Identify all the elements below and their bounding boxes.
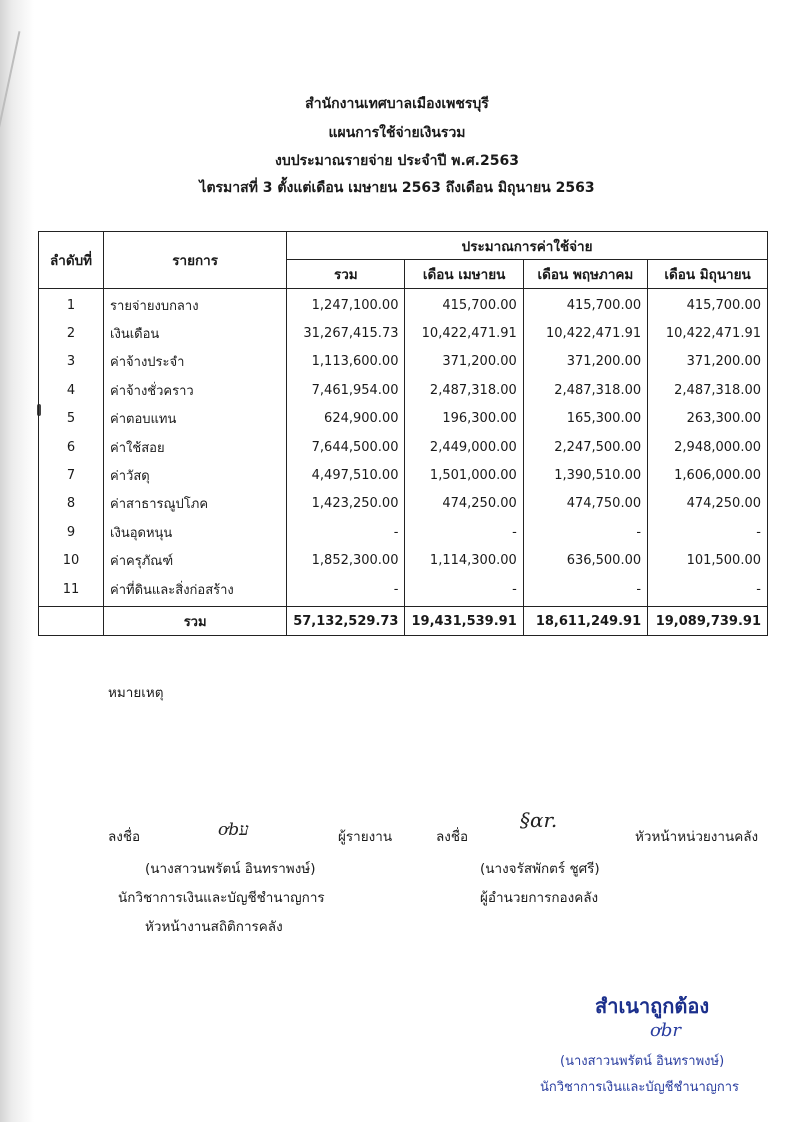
certified-copy-stamp: สำเนาถูกต้อง	[595, 994, 710, 1018]
row-april: 10,422,471.91	[405, 319, 523, 347]
row-april: 2,487,318.00	[405, 376, 523, 404]
row-may: 415,700.00	[523, 289, 647, 320]
row-june: 2,948,000.00	[648, 433, 768, 461]
col-header-april: เดือน เมษายน	[405, 260, 523, 289]
row-april: 371,200.00	[405, 348, 523, 376]
row-total: 7,461,954.00	[287, 376, 405, 404]
row-june: 2,487,318.00	[648, 376, 768, 404]
total-row	[39, 607, 768, 636]
table-row	[39, 575, 768, 607]
row-no: 1	[39, 289, 104, 320]
row-item: ค่าที่ดินและสิ่งก่อสร้าง	[104, 575, 287, 607]
row-item: เงินอุดหนุน	[104, 518, 287, 546]
table-row	[39, 518, 768, 546]
row-june: 415,700.00	[648, 289, 768, 320]
table-row	[39, 461, 768, 489]
right-name: (นางจรัสพักตร์ ชูศรี)	[480, 861, 600, 877]
row-no: 4	[39, 376, 104, 404]
row-may: 474,750.00	[523, 490, 647, 518]
header-quarter: ไตรมาสที่ 3 ตั้งแต่เดือน เมษายน 2563 ถึงเดือน มิถุนายน 2563	[199, 180, 595, 196]
left-position-2: หัวหน้างานสถิติการคลัง	[145, 919, 283, 935]
certified-copy-name: (นางสาวนพรัตน์ อินทราพงษ์)	[560, 1054, 725, 1069]
row-no: 9	[39, 518, 104, 546]
row-april: 415,700.00	[405, 289, 523, 320]
col-header-group: ประมาณการค่าใช้จ่าย	[287, 232, 768, 260]
table-row	[39, 433, 768, 461]
row-item: ค่าตอบแทน	[104, 405, 287, 433]
row-total: -	[287, 518, 405, 546]
right-sign-label: ลงชื่อ	[436, 829, 469, 845]
table-row	[39, 348, 768, 376]
row-total: 4,497,510.00	[287, 461, 405, 489]
total-row-june: 19,089,739.91	[648, 607, 768, 636]
row-june: 1,606,000.00	[648, 461, 768, 489]
col-header-item: รายการ	[104, 232, 287, 289]
table-row	[39, 490, 768, 518]
row-june: 10,422,471.91	[648, 319, 768, 347]
row-item: ค่าสาธารณูปโภค	[104, 490, 287, 518]
left-position-1: นักวิชาการเงินและบัญชีชำนาญการ	[118, 890, 325, 906]
left-signature: ơbע	[218, 820, 249, 840]
row-april: -	[405, 518, 523, 546]
row-may: 2,487,318.00	[523, 376, 647, 404]
row-item: รายจ่ายงบกลาง	[104, 289, 287, 320]
expense-plan-table	[38, 231, 768, 636]
table-row	[39, 376, 768, 404]
row-june: 474,250.00	[648, 490, 768, 518]
row-item: ค่าวัสดุ	[104, 461, 287, 489]
row-may: 1,390,510.00	[523, 461, 647, 489]
row-may: 371,200.00	[523, 348, 647, 376]
row-no: 8	[39, 490, 104, 518]
row-june: 101,500.00	[648, 547, 768, 575]
row-no: 11	[39, 575, 104, 607]
row-april: 1,114,300.00	[405, 547, 523, 575]
right-position: ผู้อำนวยการกองคลัง	[480, 890, 599, 906]
total-row-april: 19,431,539.91	[405, 607, 523, 636]
left-sign-label: ลงชื่อ	[108, 829, 141, 845]
col-header-june: เดือน มิถุนายน	[648, 260, 768, 289]
right-role: หัวหน้าหน่วยงานคลัง	[635, 829, 759, 845]
row-no: 3	[39, 348, 104, 376]
table-row	[39, 319, 768, 347]
row-may: 2,247,500.00	[523, 433, 647, 461]
row-no: 10	[39, 547, 104, 575]
header-office: สำนักงานเทศบาลเมืองเพชรบุรี	[305, 96, 489, 112]
row-may: 10,422,471.91	[523, 319, 647, 347]
left-name: (นางสาวนพรัตน์ อินทราพงษ์)	[145, 861, 316, 877]
col-header-total: รวม	[287, 260, 405, 289]
row-may: -	[523, 518, 647, 546]
table-row	[39, 405, 768, 433]
certified-copy-position: นักวิชาการเงินและบัญชีชำนาญการ	[540, 1080, 740, 1095]
row-total: 1,852,300.00	[287, 547, 405, 575]
row-total: 1,247,100.00	[287, 289, 405, 320]
row-april: 1,501,000.00	[405, 461, 523, 489]
col-header-may: เดือน พฤษภาคม	[523, 260, 647, 289]
row-april: 2,449,000.00	[405, 433, 523, 461]
row-june: -	[648, 575, 768, 607]
row-item: เงินเดือน	[104, 319, 287, 347]
row-no: 6	[39, 433, 104, 461]
row-item: ค่าจ้างชั่วคราว	[104, 376, 287, 404]
row-total: 1,423,250.00	[287, 490, 405, 518]
row-no: 7	[39, 461, 104, 489]
row-no: 5	[39, 405, 104, 433]
header-budget-year: งบประมาณรายจ่าย ประจำปี พ.ศ.2563	[275, 153, 519, 169]
row-june: -	[648, 518, 768, 546]
col-header-no: ลำดับที่	[39, 232, 104, 289]
row-total: 1,113,600.00	[287, 348, 405, 376]
certified-copy-signature: ơbr	[650, 1020, 681, 1041]
total-row-total: 57,132,529.73	[287, 607, 405, 636]
row-may: -	[523, 575, 647, 607]
row-april: 474,250.00	[405, 490, 523, 518]
total-row-blank	[39, 607, 104, 636]
row-item: ค่าใช้สอย	[104, 433, 287, 461]
row-june: 263,300.00	[648, 405, 768, 433]
row-total: 7,644,500.00	[287, 433, 405, 461]
row-may: 165,300.00	[523, 405, 647, 433]
row-april: -	[405, 575, 523, 607]
header-plan-title: แผนการใช้จ่ายเงินรวม	[328, 125, 466, 141]
row-item: ค่าครุภัณฑ์	[104, 547, 287, 575]
row-june: 371,200.00	[648, 348, 768, 376]
row-total: 31,267,415.73	[287, 319, 405, 347]
left-role: ผู้รายงาน	[338, 829, 393, 845]
row-april: 196,300.00	[405, 405, 523, 433]
table-row	[39, 547, 768, 575]
row-no: 2	[39, 319, 104, 347]
total-row-label: รวม	[104, 607, 287, 636]
row-item: ค่าจ้างประจำ	[104, 348, 287, 376]
table-row	[39, 289, 768, 320]
right-signature: §ɑr.	[520, 808, 558, 832]
row-may: 636,500.00	[523, 547, 647, 575]
total-row-may: 18,611,249.91	[523, 607, 647, 636]
row-total: 624,900.00	[287, 405, 405, 433]
note-label: หมายเหตุ	[108, 685, 164, 701]
row-total: -	[287, 575, 405, 607]
